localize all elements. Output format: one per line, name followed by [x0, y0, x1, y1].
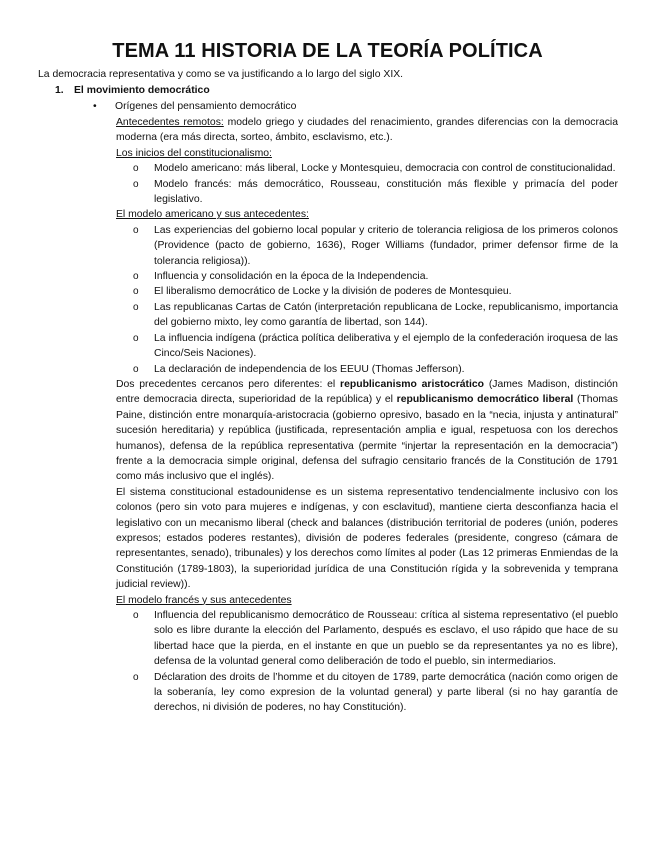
- list-item: [116, 362, 618, 377]
- constitucionalismo-list: [116, 161, 618, 207]
- constitucionalismo-heading-line: [116, 146, 618, 161]
- list-item-text: La declaración de independencia de los EEUU (Thomas Jefferson).: [154, 363, 465, 375]
- remotos-paragraph: [116, 115, 618, 146]
- sistema-paragraph: El sistema constitucional estadounidense es un sistema representativo tendencialmente inclusivo con los colonos (pero sin voto para mujeres e indígenas, y con esclavitud), mantiene cierta desconfianza hacia el legislativo con un mecanismo liberal (check and balances (distribución territorial de poderes (unión, poderes expresos; estados poderes restantes), división de poderes federales (presidente, congreso (cámara de representantes, senado), tribunales) y los derechos como límites al poder (Las 12 primeras Enmiendas de la Constitución (1789-1803), la superioridad jurídica de una Constitución rígida y la sobrevenida y temprana judicial review)).: [116, 486, 618, 591]
- circle-bullet-icon: o: [133, 301, 139, 313]
- list-item-text: Influencia y consolidación en la época de la Independencia.: [154, 271, 429, 283]
- page-title: TEMA 11 HISTORIA DE LA TEORÍA POLÍTICA: [112, 40, 543, 62]
- list-item: [116, 284, 618, 299]
- circle-bullet-icon: o: [133, 271, 139, 283]
- frances-list: [116, 608, 618, 716]
- remotos-heading: Antecedentes remotos:: [116, 117, 224, 128]
- section-heading: [55, 83, 210, 98]
- list-item: [116, 670, 618, 716]
- americano-heading: El modelo americano y sus antecedentes:: [116, 209, 309, 221]
- list-item-text: El liberalismo democrático de Locke y la división de poderes de Montesquieu.: [154, 286, 512, 298]
- list-item-text: Las experiencias del gobierno local popular y criterio de tolerancia religiosa de los primeros colonos (Providence (pacto de gobierno, 1636), Roger Williams (fundador, primer defensor firme de la tolerancia religiosa)).: [154, 224, 618, 267]
- list-item-text: Modelo francés: más democrático, Rousseau, constitución más flexible y primacía del poder legislativo.: [154, 178, 618, 206]
- section-label: El movimiento democrático: [74, 85, 210, 96]
- circle-bullet-icon: o: [133, 224, 139, 236]
- list-item: [116, 161, 618, 176]
- circle-bullet-icon: o: [133, 610, 139, 621]
- precedentes-text-2: (James Madison, distinción entre democracia directa, superioridad de la república) y el: [116, 378, 618, 406]
- circle-bullet-icon: o: [133, 163, 139, 175]
- list-item-text: La influencia indígena (práctica política deliberativa y el ejemplo de la confederación iroquesa de las Cinco/Seis Naciones).: [154, 332, 618, 360]
- list-item-text: Influencia del republicanismo democrático de Rousseau: crítica al sistema representativo (el pueblo solo es libre durante la elección del Parlamento, después es esclavo, el uso rápido que hace de su libertad hace que la pierda, en el instante en que un pueblo se da representantes ya no es libre), defensa de la voluntad general como deliberación de todo el pueblo, sin intermediarios.: [154, 610, 618, 668]
- circle-bullet-icon: o: [133, 363, 139, 375]
- circle-bullet-icon: o: [133, 671, 139, 683]
- precedentes-paragraph: [116, 377, 618, 485]
- list-item-text: Las republicanas Cartas de Catón (interpretación republicana de Locke, republicanismo, importancia del gobierno mixto, ley como garantía de libertad, son 144).: [154, 301, 618, 329]
- list-item: [116, 269, 618, 284]
- circle-bullet-icon: o: [133, 286, 139, 298]
- section-number: 1.: [55, 85, 64, 96]
- list-item-text: Déclaration des droits de l’homme et du citoyen de 1789, parte democrática (nación como origen de la soberanía, ley como expresion de la voluntad general) y parte liberal (si no hay garantía de derechos, ni división de poderes, no hay Constitución).: [154, 671, 618, 714]
- americano-list: [116, 223, 618, 377]
- remotos-text: modelo griego y ciudades del renacimiento, grandes diferencias con la democracia moderna (era más directa, sorteo, ámbito, esclavismo, etc.).: [116, 117, 619, 144]
- republicanismo-aristocratico-term: republicanismo aristocrático: [340, 378, 485, 390]
- list-item: [116, 608, 618, 670]
- constitucionalismo-heading: Los inicios del constitucionalismo:: [116, 147, 272, 159]
- frances-heading: El modelo francés y sus antecedentes: [116, 594, 292, 606]
- bullet-label: Orígenes del pensamiento democrático: [115, 101, 297, 112]
- bullet-heading: [93, 99, 296, 114]
- list-item-text: Modelo americano: más liberal, Locke y Montesquieu, democracia con control de constitucionalidad.: [154, 163, 616, 175]
- republicanismo-democratico-term: republicanismo democrático liberal: [396, 394, 574, 406]
- precedentes-text-3: (Thomas Paine, distinción entre monarquía-aristocracia (gobierno opresivo, basado en la “necia, injusta y antinatural” sucesión hereditaria) y república (justificada, representación amplia e igual, respetuosa con los derechos humanos), defensa de la república representativa (permite “injertar la representación en la democracia”) frente a la democracia simple original, defensa del sufragio censitario francés de la Constitución de 1791 como más inclusivo que el inglés).: [116, 394, 618, 483]
- list-item: [116, 331, 618, 362]
- intro-paragraph: La democracia representativa y como se va justificando a lo largo del siglo XIX.: [38, 69, 404, 80]
- americano-heading-line: [116, 207, 618, 222]
- list-item: [116, 177, 618, 208]
- list-item: [116, 223, 618, 269]
- circle-bullet-icon: o: [133, 332, 139, 344]
- frances-heading-line: [116, 593, 618, 608]
- circle-bullet-icon: o: [133, 178, 139, 190]
- bullet-marker: •: [93, 101, 97, 112]
- content-body: [116, 115, 618, 716]
- precedentes-text-1: Dos precedentes cercanos pero diferentes: el: [116, 378, 341, 390]
- list-item: [116, 300, 618, 331]
